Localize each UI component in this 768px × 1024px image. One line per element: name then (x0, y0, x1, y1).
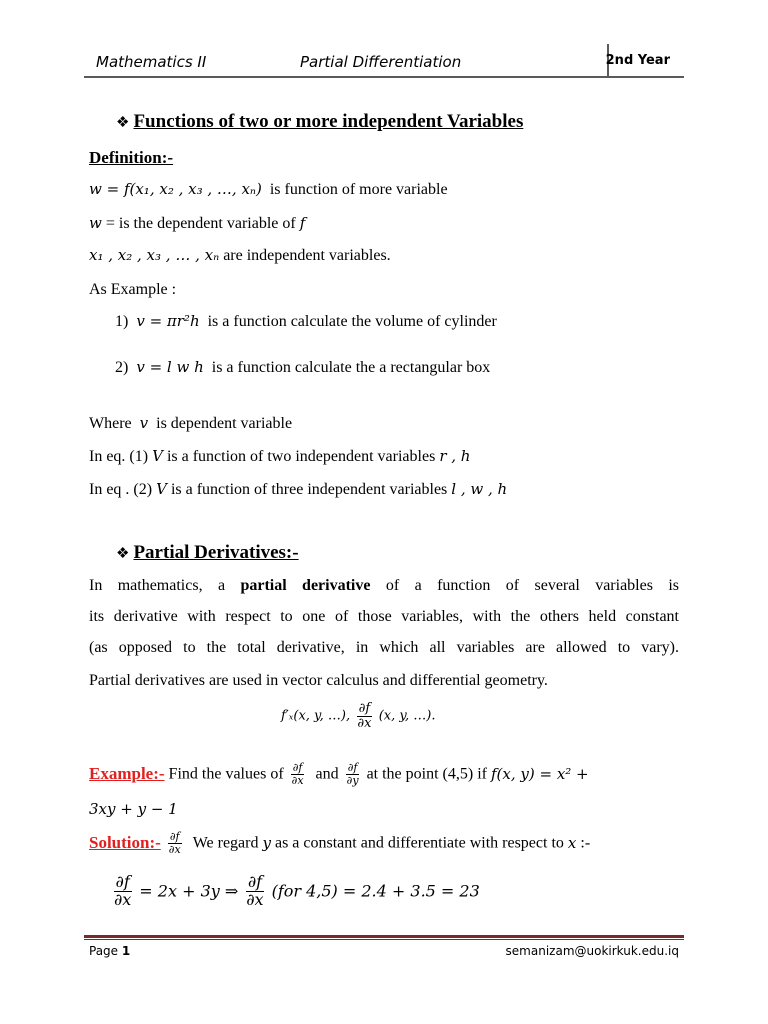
definition-line1 (89, 180, 448, 199)
example-text-a: Find the values of (168, 765, 284, 783)
para-line1-b: of a function of several variables is (385, 577, 679, 594)
solution-x: x (567, 834, 577, 853)
eq2-text-b: is a function of three independent variables (170, 481, 448, 498)
line2-math: w (89, 214, 102, 232)
bullet-icon: ❖ (116, 115, 130, 131)
notation-frac-num: ∂f (358, 701, 371, 716)
para-line-4: Partial derivatives are used in vector calculus and differential geometry. (89, 672, 548, 689)
frac2-num: ∂f (347, 761, 358, 774)
eq1-line (89, 447, 470, 466)
solution-text-a: We regard (192, 834, 259, 852)
solution-label: Solution:- (89, 832, 161, 852)
ex1-math: v = πr²h (136, 312, 200, 330)
eq2-math-b: l , w , h (451, 480, 508, 498)
definition-label: Definition:- (89, 148, 174, 167)
frac2-den: ∂y (346, 773, 359, 787)
solution-text-c: :- (580, 834, 591, 852)
frac1-num: ∂f (292, 761, 303, 774)
example-intro: As Example : (89, 281, 177, 298)
example-func-a: f(x, y) = x² + (490, 765, 589, 784)
line1-text: is function of more variable (269, 181, 448, 198)
solution-frac (167, 831, 183, 855)
example-label: Example:- (89, 763, 165, 783)
para-line-2: its derivative with respect to one of those variables, with the others held constant (89, 608, 679, 625)
ex2-text: is a function calculate the a rectangular box (211, 359, 491, 376)
notation-frac-den: ∂x (357, 715, 372, 731)
eq2-text-a: In eq . (2) (89, 481, 153, 498)
eq2-line (89, 480, 507, 499)
notation-a: f′ₓ(x, y, …), (281, 708, 351, 724)
eq2-math-a: V (156, 480, 167, 498)
footer-email[interactable]: semanizam@uokirkuk.edu.iq (505, 944, 679, 958)
solution-frac-den: ∂x (168, 842, 181, 856)
eq1-text-a: In eq. (1) (89, 448, 149, 465)
eq-frac1-den: ∂x (114, 889, 132, 909)
example-line (89, 762, 589, 796)
para-line1-bold: partial derivative (240, 577, 371, 594)
line2-text: = is the dependent variable of (105, 215, 296, 232)
definition-line3 (89, 246, 391, 265)
eq-frac2-den: ∂x (246, 889, 264, 909)
example-item-1 (115, 312, 497, 331)
footer-page (89, 944, 130, 958)
solution-line (89, 831, 590, 865)
footer-rule-thin (84, 939, 684, 940)
line1-math: w = f(x₁, x₂ , x₃ , …, xₙ) (89, 180, 262, 198)
footer-rule (84, 935, 684, 938)
notation-b: (x, y, …). (378, 708, 436, 724)
where-text-b: is dependent variable (156, 415, 293, 432)
example-line-2 (89, 800, 178, 819)
section2-heading (116, 542, 299, 565)
footer-page-number: 1 (121, 944, 131, 958)
line3-text: are independent variables. (223, 247, 391, 264)
solution-eq-frac1 (112, 874, 133, 909)
para-line-3: (as opposed to the total derivative, in which all variables are allowed to vary). (89, 639, 679, 656)
solution-frac-num: ∂f (169, 830, 180, 843)
example-frac-dfdy (345, 762, 361, 786)
ex1-num: 1) (115, 313, 129, 330)
eq-frac1-num: ∂f (115, 872, 130, 891)
notation-formula (281, 702, 435, 730)
line2-f: f (299, 214, 306, 232)
header-course: Mathematics II (96, 53, 207, 71)
ex2-math: v = l w h (136, 358, 204, 376)
eq1-math-b: r , h (439, 447, 471, 465)
notation-frac (355, 702, 373, 730)
ex1-text: is a function calculate the volume of cylinder (207, 313, 497, 330)
where-line (89, 414, 292, 433)
footer-page-label: Page (89, 944, 119, 958)
where-math: v (139, 414, 149, 432)
solution-y: y (262, 834, 271, 853)
example-item-2 (115, 358, 490, 377)
eq1-math-a: V (152, 447, 163, 465)
eq-frac2-num: ∂f (247, 872, 263, 891)
header-topic: Partial Differentiation (300, 53, 462, 71)
header-year: 2nd Year (605, 53, 670, 68)
eq1-text-b: is a function of two independent variables (166, 448, 436, 465)
bullet-icon: ❖ (116, 546, 130, 562)
example-frac-dfdx (290, 762, 306, 786)
solution-eq-end: (for 4,5) = 2.4 + 3.5 = 23 (271, 881, 480, 901)
para-line1-a: In mathematics, a (89, 577, 226, 594)
solution-equation (110, 874, 480, 920)
definition-line2 (89, 214, 305, 233)
frac1-den: ∂x (291, 773, 304, 787)
line3-math: x₁ , x₂ , x₃ , … , xₙ (89, 246, 220, 264)
section1-heading (116, 111, 523, 134)
example-text-b: at the point (4,5) if (366, 765, 487, 783)
example-and: and (315, 765, 339, 783)
section2-title: Partial Derivatives:- (133, 542, 299, 563)
example-func-b: 3xy + y − 1 (89, 800, 178, 818)
where-text-a: Where (89, 415, 132, 432)
solution-eq-mid: = 2x + 3y ⇒ (139, 881, 239, 901)
section1-title: Functions of two or more independent Variables (133, 111, 524, 132)
header-rule (84, 76, 684, 78)
solution-eq-frac2 (244, 874, 265, 909)
solution-text-b: as a constant and differentiate with respect to (274, 834, 564, 852)
para-line-1 (89, 577, 679, 595)
ex2-num: 2) (115, 359, 129, 376)
